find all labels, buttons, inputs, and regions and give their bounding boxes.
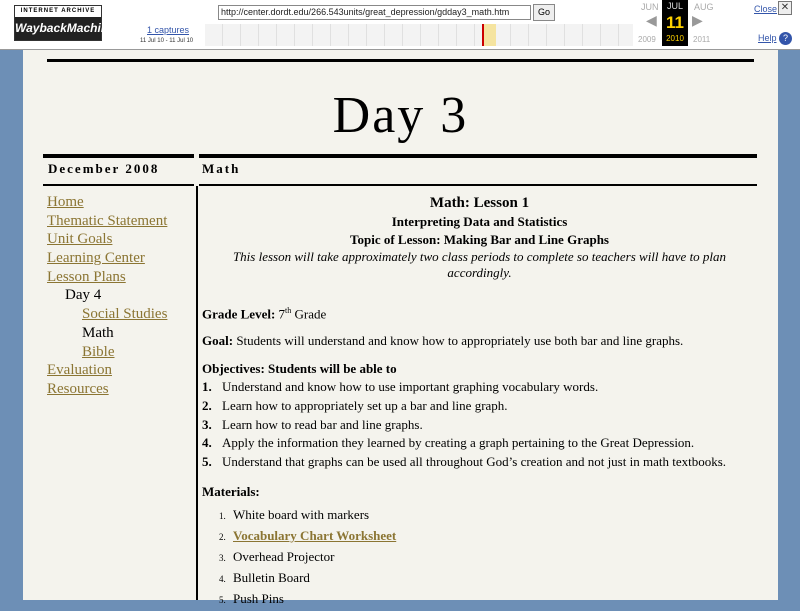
objective-number: 1.: [202, 379, 212, 395]
nav-item-math: Math: [82, 324, 114, 341]
subheader-divider-left: [43, 184, 194, 186]
wayback-current-date: [662, 0, 688, 46]
objectives-heading: Objectives: Students will be able to: [202, 361, 397, 377]
material-number: 4.: [219, 574, 226, 585]
wayback-url-input[interactable]: http://center.dordt.edu/266.543units/great_depression/gdday3_math.htm: [218, 5, 531, 20]
section-label: Math: [202, 161, 241, 176]
material-number: 3.: [219, 553, 226, 564]
wayback-help-link[interactable]: Help: [758, 33, 777, 43]
nav-item-learning-center[interactable]: Learning Center: [47, 250, 145, 267]
material-item: [202, 588, 757, 609]
objective-text: Apply the information they learned by creating a graph pertaining to the Great Depression.: [222, 435, 695, 451]
material-text: Bulletin Board: [233, 570, 310, 586]
lesson-content: [202, 193, 757, 609]
nav-item-lesson-plans[interactable]: Lesson Plans: [47, 268, 126, 285]
vocabulary-worksheet-link[interactable]: Vocabulary Chart Worksheet: [233, 528, 397, 544]
wayback-current-month: JUL: [666, 1, 683, 11]
close-icon[interactable]: ✕: [778, 1, 792, 15]
lesson-note: This lesson will take approximately two class periods to complete so teachers will have to plan accordingly.: [232, 249, 727, 280]
material-item: [202, 567, 757, 588]
objective-text: Learn how to appropriately set up a bar and line graph.: [222, 397, 508, 413]
wayback-captures-link[interactable]: 1 captures: [147, 25, 190, 35]
nav-item-social-studies[interactable]: Social Studies: [82, 306, 168, 323]
help-icon[interactable]: ?: [779, 32, 792, 45]
lesson-topic: Topic of Lesson: Making Bar and Line Graphs: [350, 232, 609, 247]
nav-item-resources[interactable]: Resources: [47, 380, 109, 397]
lesson-subtitle: Interpreting Data and Statistics: [391, 214, 568, 229]
material-item: [202, 504, 757, 525]
date-label: December 2008: [48, 161, 160, 176]
objective-text: Understand and know how to use important graphing vocabulary words.: [222, 379, 599, 395]
wayback-next-year: 2011: [693, 35, 711, 44]
objective-number: 5.: [202, 453, 212, 469]
goal-text: Students will understand and know how to appropriately use both bar and line graphs.: [236, 333, 684, 349]
wayback-timeline-marker[interactable]: [482, 24, 496, 46]
objective-number: 4.: [202, 435, 212, 451]
lesson-title: Math: Lesson 1: [429, 195, 530, 211]
column-divider: [196, 186, 198, 600]
objective-item: [202, 434, 757, 453]
wayback-logo[interactable]: [14, 5, 115, 41]
materials-list: [202, 504, 757, 609]
materials-heading: Materials:: [202, 484, 260, 500]
nav-item-bible[interactable]: Bible: [82, 343, 115, 360]
material-text: Overhead Projector: [233, 549, 335, 565]
objective-item: [202, 378, 757, 397]
wayback-next-month: AUG: [694, 2, 714, 12]
wayback-current-year: 2010: [666, 34, 684, 43]
wayback-close-link[interactable]: Close: [754, 4, 778, 14]
objective-number: 2.: [202, 397, 212, 413]
wayback-date-range: 11 Jul 10 - 11 Jul 10: [140, 38, 194, 44]
page-content: [23, 50, 778, 607]
objective-item: [202, 397, 757, 416]
page-title: Day 3: [332, 87, 469, 144]
material-item: [202, 525, 757, 546]
objective-text: Understand that graphs can be used all throughout God’s creation and not just in math textbooks.: [222, 453, 727, 469]
subheader-divider-right: [199, 184, 757, 186]
material-text: Push Pins: [233, 591, 284, 607]
wayback-logo-bottom: WaybackMachine: [15, 17, 101, 40]
nav-item-unit-goals[interactable]: Unit Goals: [47, 231, 113, 248]
grade-sup: th: [285, 306, 292, 315]
header-divider-right: [199, 154, 757, 158]
goal-label: Goal:: [202, 333, 234, 349]
wayback-prev-arrow-icon[interactable]: ◀: [646, 12, 657, 28]
header-divider-left: [43, 154, 194, 158]
material-item: [202, 546, 757, 567]
material-number: 5.: [219, 595, 226, 606]
objective-number: 3.: [202, 416, 212, 432]
wayback-logo-top: INTERNET ARCHIVE: [20, 8, 96, 14]
top-divider: [47, 59, 754, 62]
grade-level: [202, 302, 757, 323]
material-number: 2.: [219, 532, 226, 543]
nav-item-evaluation[interactable]: Evaluation: [47, 362, 112, 379]
nav-item-day-4: Day 4: [65, 287, 102, 304]
wayback-next-arrow-icon[interactable]: ▶: [692, 12, 703, 28]
material-number: 1.: [219, 511, 226, 522]
wayback-current-day: 11: [666, 13, 684, 32]
objective-item: [202, 416, 757, 435]
grade-label: Grade Level:: [202, 306, 276, 322]
wayback-go-button[interactable]: Go: [533, 4, 555, 21]
grade-value: 7: [278, 306, 286, 322]
wayback-toolbar: [0, 0, 800, 50]
wayback-prev-month: JUN: [641, 2, 659, 12]
wayback-timeline[interactable]: [205, 24, 633, 46]
material-text: White board with markers: [233, 507, 370, 523]
objective-text: Learn how to read bar and line graphs.: [222, 416, 423, 432]
wayback-prev-year: 2009: [638, 35, 656, 44]
objectives-list: [202, 378, 757, 471]
objective-item: [202, 453, 757, 472]
grade-suffix: Grade: [294, 306, 327, 322]
nav-item-home[interactable]: Home: [47, 194, 84, 210]
nav-item-thematic-statement[interactable]: Thematic Statement: [47, 212, 168, 229]
sidebar-nav: [47, 193, 193, 399]
goal: [202, 332, 757, 350]
